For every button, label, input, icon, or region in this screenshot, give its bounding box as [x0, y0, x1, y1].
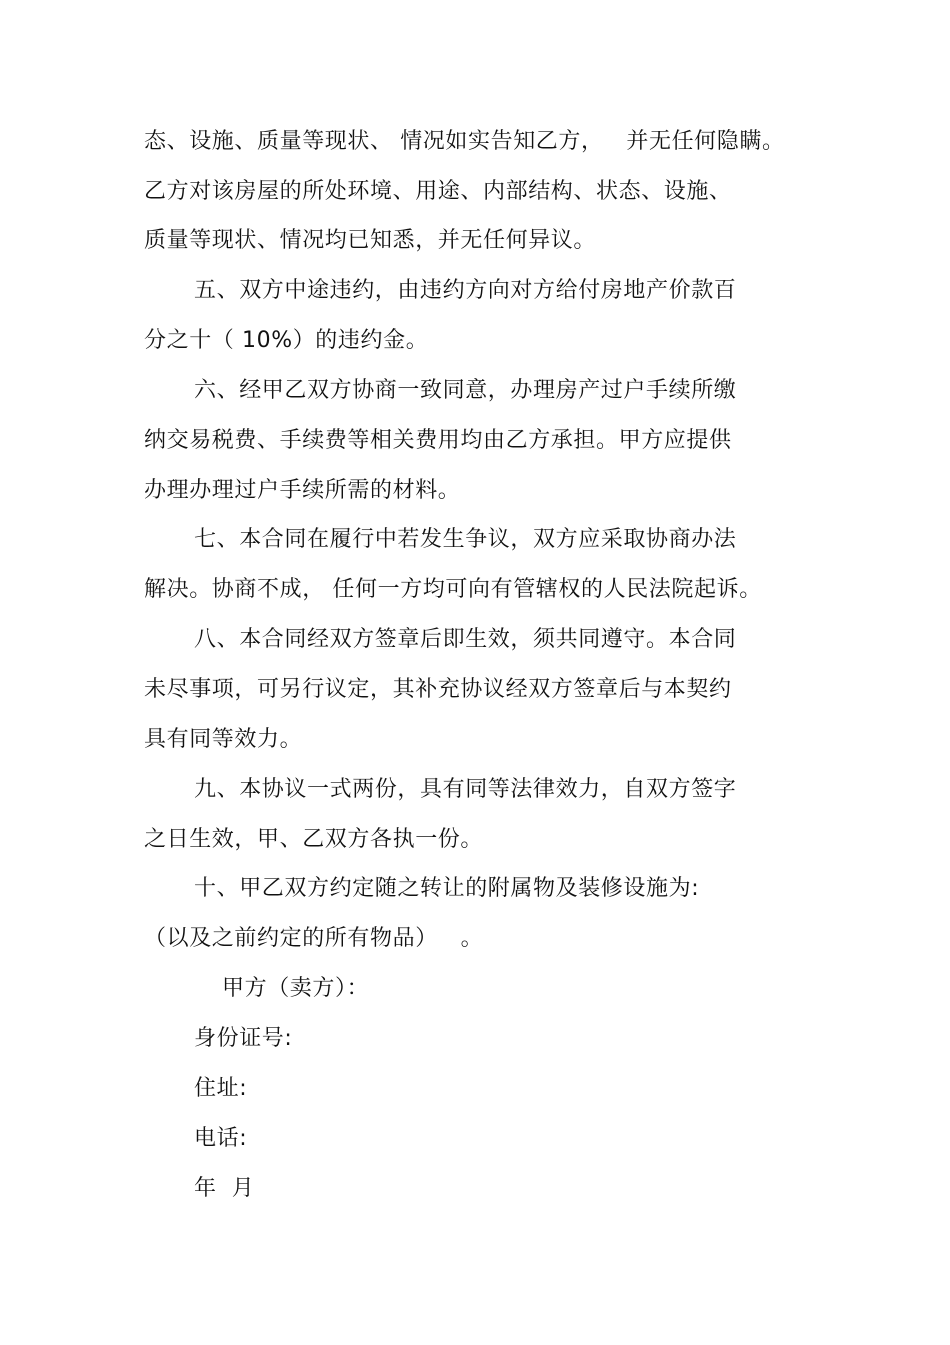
text-line: 纳交易税费、手续费等相关费用均由乙方承担。甲方应提供 [144, 428, 732, 453]
text-line: （以及之前约定的所有物品） 。 [144, 926, 484, 951]
text-line: 之日生效，甲、乙双方各执一份。 [144, 827, 484, 852]
clause-5-heading: 五、双方中途违约，由违约方向对方给付房地产价款百 [194, 278, 737, 303]
clause-9-heading: 九、本协议一式两份，具有同等法律效力，自双方签字 [194, 777, 737, 802]
text-line: 态、设施、质量等现状、 情况如实告知乙方， 并无任何隐瞒。 [144, 129, 785, 154]
id-number-label: 身份证号: [194, 1026, 293, 1051]
clause-6-heading: 六、经甲乙双方协商一致同意，办理房产过户手续所缴 [194, 378, 737, 403]
clause-10-heading: 十、甲乙双方约定随之转让的附属物及装修设施为: [194, 876, 700, 901]
text-line: 乙方对该房屋的所处环境、用途、内部结构、状态、设施、 [144, 179, 732, 204]
phone-label: 电话: [194, 1126, 248, 1151]
text-line: 办理办理过户手续所需的材料。 [144, 478, 461, 503]
text-line: 质量等现状、情况均已知悉，并无任何异议。 [144, 228, 597, 253]
party-a-label: 甲方（卖方）： [222, 976, 370, 1001]
clause-8-heading: 八、本合同经双方签章后即生效，须共同遵守。本合同 [194, 627, 737, 652]
address-label: 住址: [194, 1076, 248, 1101]
text-line: 未尽事项，可另行议定，其补充协议经双方签章后与本契约 [144, 677, 732, 702]
text-line: 分之十（ 10%）的违约金。 [144, 328, 429, 353]
date-label: 年 月 [194, 1176, 255, 1201]
text-line: 解决。协商不成， 任何一方均可向有管辖权的人民法院起诉。 [144, 577, 762, 602]
text-line: 具有同等效力。 [144, 727, 303, 752]
clause-7-heading: 七、本合同在履行中若发生争议，双方应采取协商办法 [194, 527, 737, 552]
